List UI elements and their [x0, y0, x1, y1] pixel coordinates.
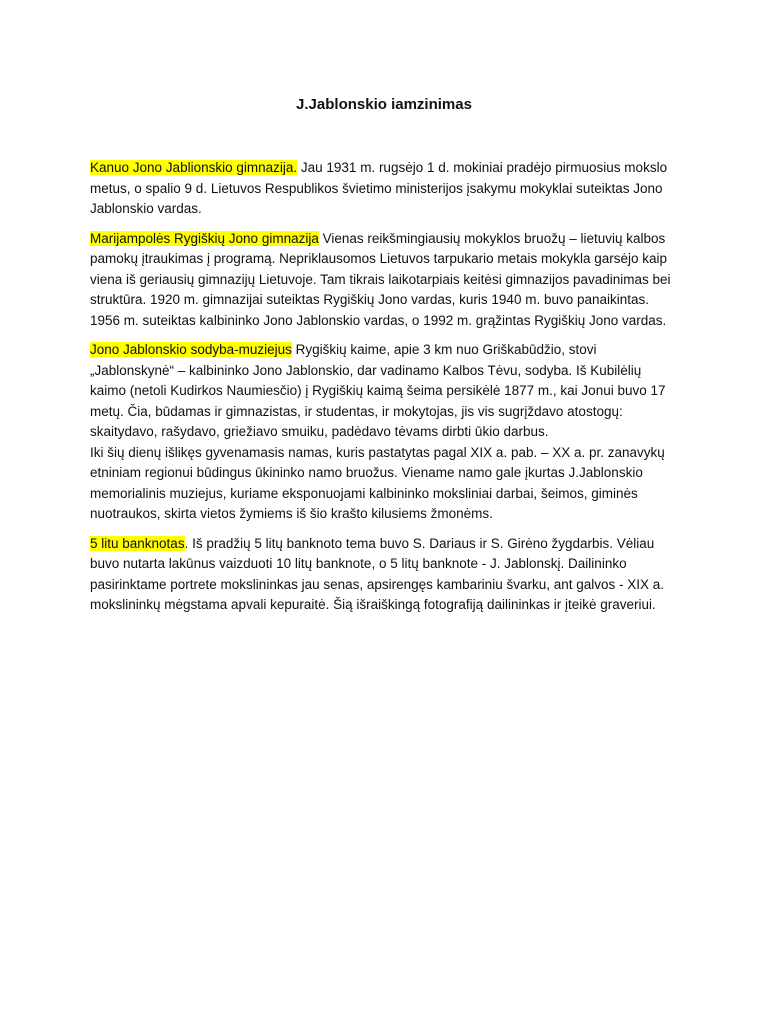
paragraph-continuation: Iki šių dienų išlikęs gyvenamasis namas, kuris pastatytas pagal XIX a. pab. – XX a. pr. zanavykų etniniam regionui būdingus ūkininko namo bruožus. Viename namo gale įkurtas J.Jablonskio memorialinis muziejus, kuriame eksponuojami kalbininko moksliniai darbai, šeimos, giminės nuotraukos, skirta vietos žymiems iš šio krašto kilusiems žmonėms.: [90, 444, 665, 521]
paragraph-banknotas: [90, 534, 680, 616]
paragraph-gimnazija-marijampole: [90, 229, 680, 332]
paragraph-text: Vienas reikšmingiausių mokyklos bruožų – lietuvių kalbos pamokų įtraukimas į programą. Nepriklausomos Lietuvos tarpukario metais mokykla garsėjo kaip viena iš geriausių gimnazijų Lietuvoje. Tam tikrais laikotarpiais keitėsi gimnazijos pavadinimas bei struktūra. 1920 m. gimnazijai suteiktas Rygiškių Jono vardas, kuris 1940 m. buvo panaikintas. 1956 m. suteiktas kalbininko Jono Jablonskio vardas, o 1992 m. grąžintas Rygiškių Jono vardas.: [90, 230, 671, 328]
highlighted-heading: Kanuo Jono Jablionskio gimnazija.: [90, 160, 298, 175]
document-title: J.Jablonskio iamzinimas: [296, 96, 472, 113]
paragraph-sodyba-muziejus: [90, 340, 680, 525]
paragraph-text: . Iš pradžių 5 litų banknoto tema buvo S. Dariaus ir S. Girėno žygdarbis. Vėliau buvo nutarta lakūnus vaizduoti 10 litų banknote, o 5 litų banknote - J. Jablonskį. Dailininko pasirinktame portrete mokslininkas jau senas, apsirengęs kambariniu švarku, ant galvos - XIX a. mokslininkų mėgstama apvali kepuraitė. Šią išraiškingą fotografiją dailininkas ir įteikė graveriui.: [90, 535, 665, 612]
paragraph-text: Rygiškių kaime, apie 3 km nuo Griškabūdžio, stovi „Jablonskynė“ – kalbininko Jono Jablonskio, dar vadinamo Kalbos Tėvu, sodyba. Iš Kubilėlių kaimo (netoli Kudirkos Naumiesčio) į Rygiškių kaimą šeima persikėlė 1877 m., kai Jonui buvo 17 metų. Čia, būdamas ir gimnazistas, ir studentas, ir mokytojas, jis vis sugrįždavo atostogų: skaitydavo, rašydavo, griežiavo smuiku, padėdavo tėvams dirbti ūkio darbus.: [90, 342, 666, 439]
paragraph-text: Jau 1931 m. rugsėjo 1 d. mokiniai pradėjo pirmuosius mokslo metus, o spalio 9 d. Lietuvos Respublikos švietimo ministerijos įsakymu mokyklai suteiktas Jono Jablonskio vardas.: [90, 160, 668, 216]
highlighted-heading: 5 litu banknotas: [90, 535, 185, 551]
paragraph-gimnazija-kaunas: [90, 158, 680, 220]
document-body: [90, 158, 680, 625]
highlighted-heading: Jono Jablonskio sodyba-muziejus: [90, 342, 292, 357]
highlighted-heading: Marijampolės Rygiškių Jono gimnazija: [90, 230, 319, 246]
